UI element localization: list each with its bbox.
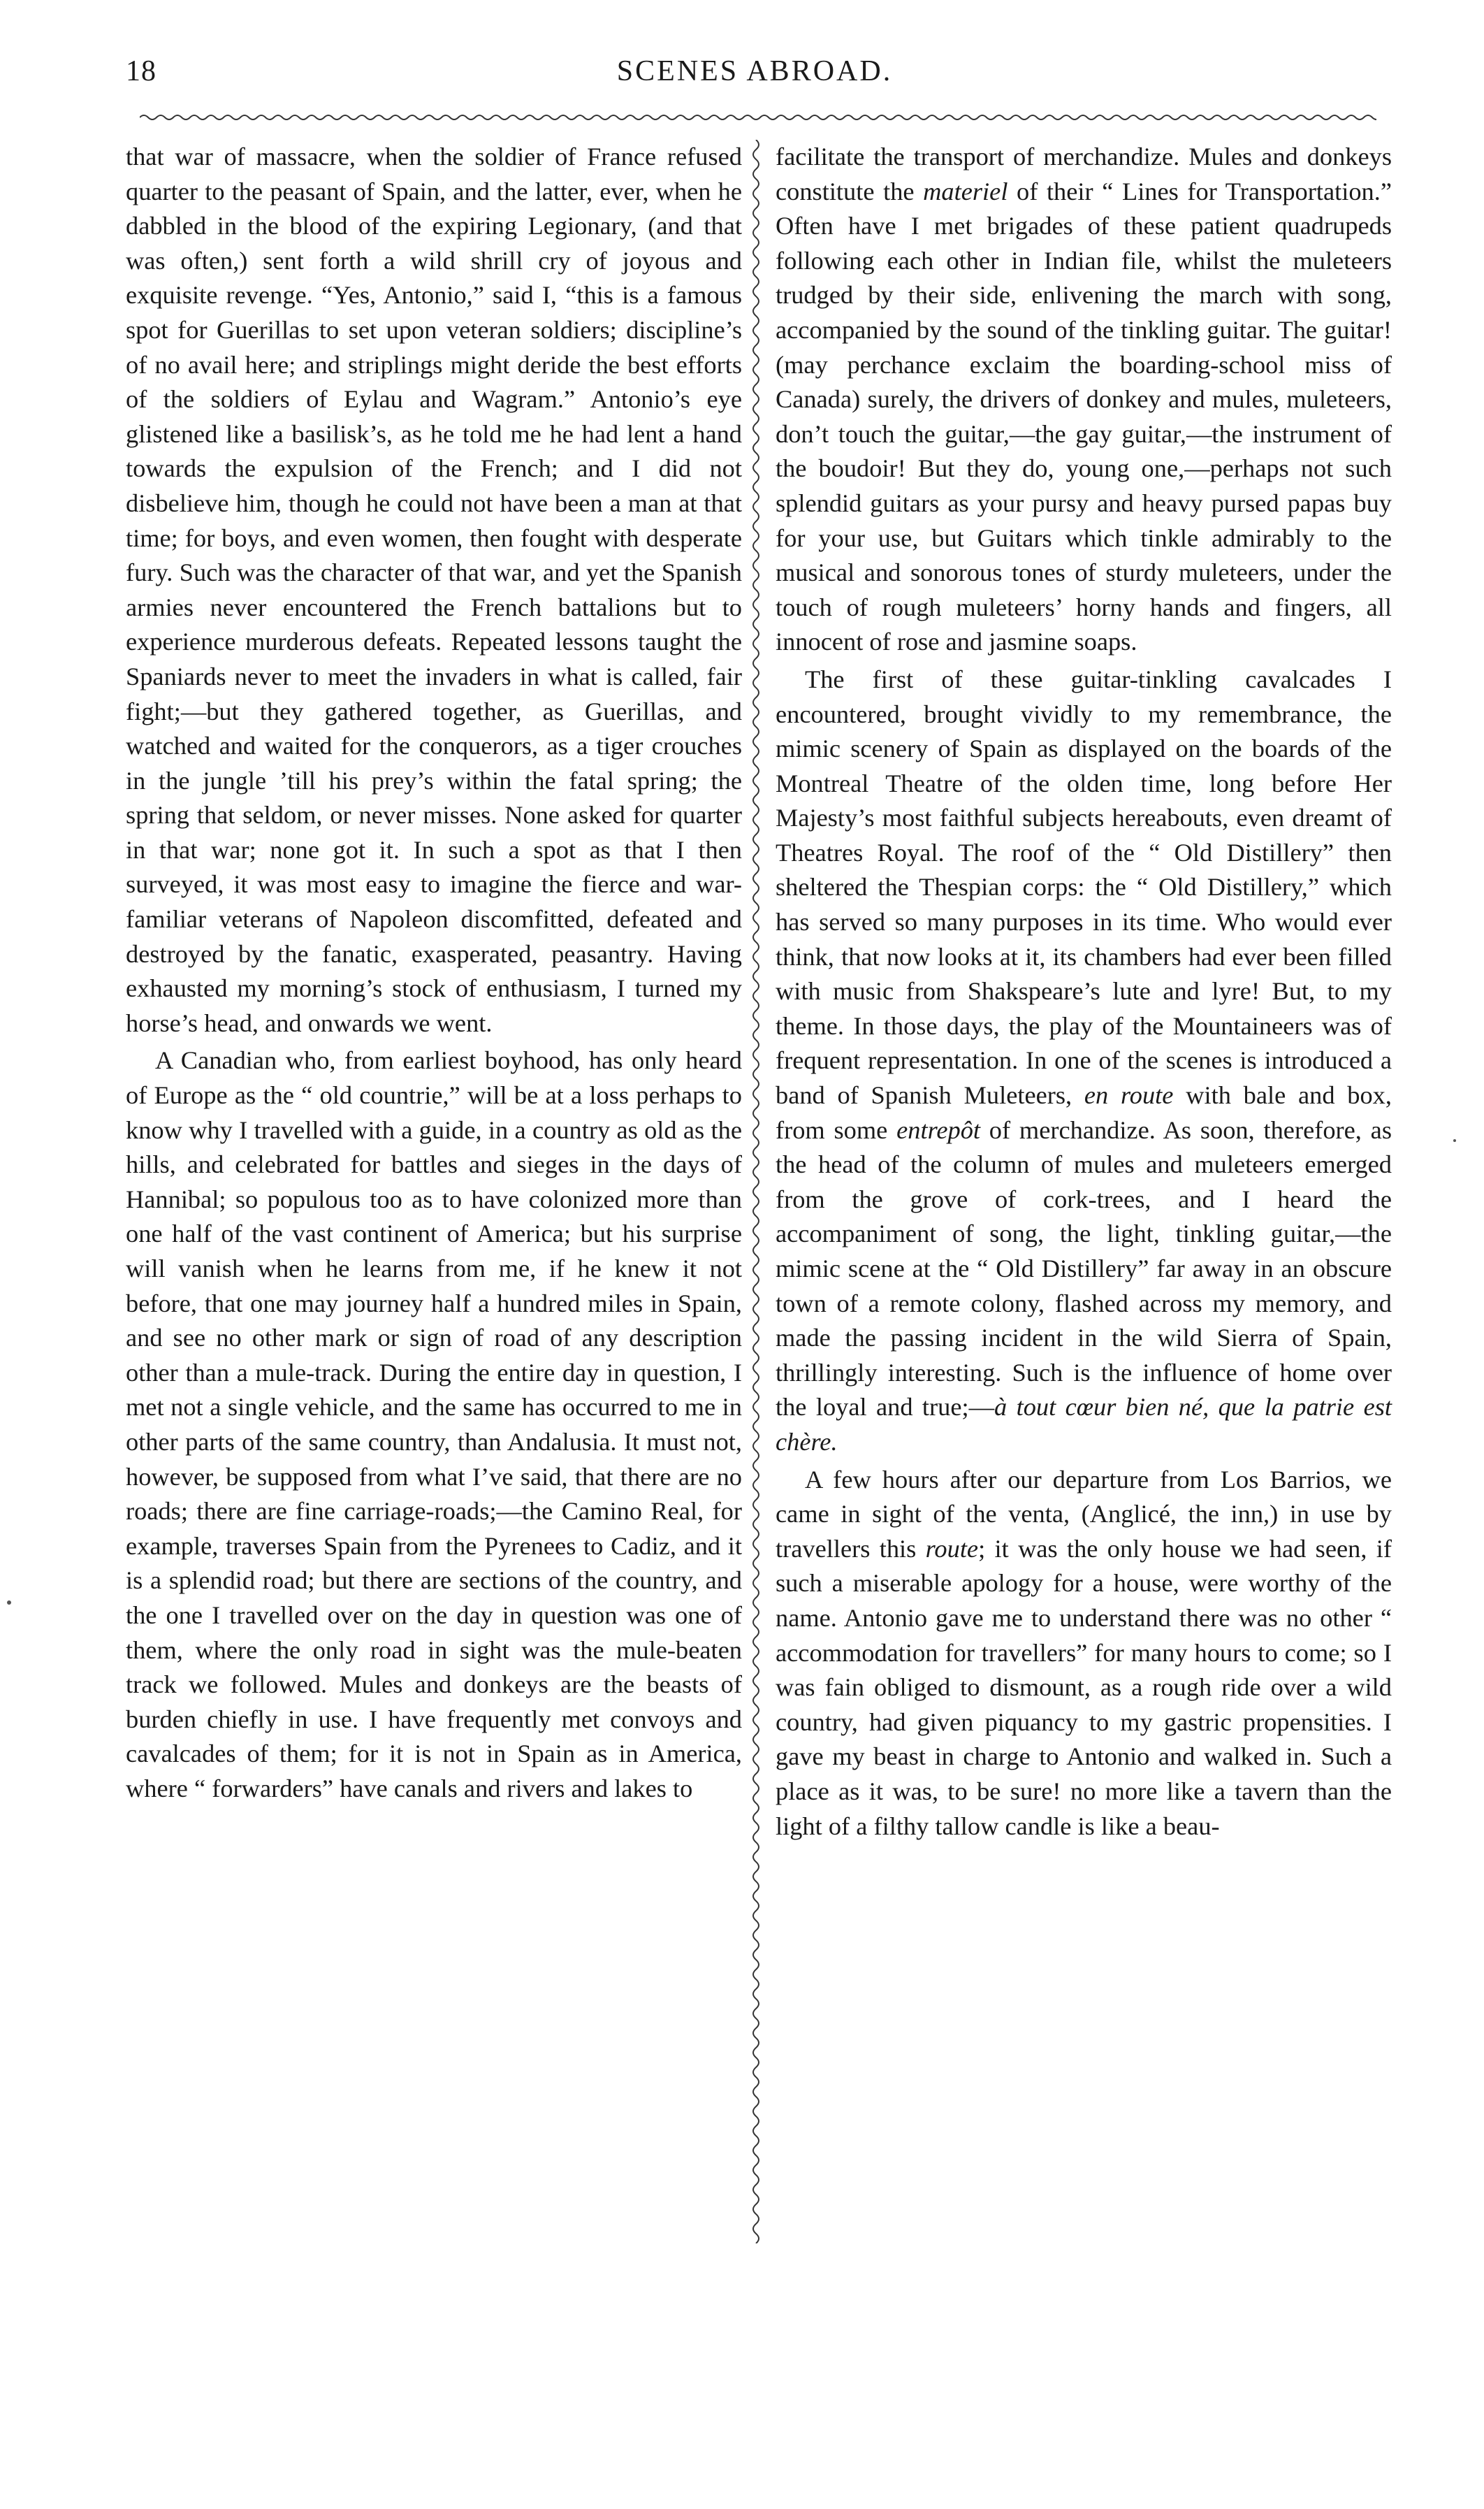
page-number: 18 <box>126 55 157 87</box>
left-paragraph-1: that war of massacre, when the soldier of France refused quarter to the peasant of Spain, and the latter, ever, when he dabbled in the blood of the expiring Legionary, (and that was often,) sent forth a wild shrill cry of joyous and exquisite revenge. “Yes, Antonio,” said I, “this is a famous spot for Guerillas to set upon veteran soldiers; discipline’s of no avail here; and striplings might deride the best efforts of the soldiers of Eylau and Wagram.” Antonio’s eye glistened like a basilisk’s, as he told me he had lent a hand towards the expulsion of the French; and I did not disbelieve him, though he could not have been a man at that time; for boys, and even women, then fought with desperate fury. Such was the character of that war, and yet the Spanish armies never encountered the French battalions but to experience murderous defeats. Repeated lessons taught the Spaniards never to meet the invaders in what is called, fair fight;—but they gathered together, as Guerillas, and watched and waited for the conquerors, as a tiger crouches in the jungle ’till his prey’s within the fatal spring; the spring that seldom, or never misses. None asked for quarter in that war; none got it. In such a spot as that I then surveyed, it was most easy to imagine the fierce and war-familiar veterans of Napoleon discomfitted, defeated and destroyed by the fanatic, exasperated, peasantry. Having exhausted my morning’s stock of enthusiasm, I turned my horse’s head, and onwards we went. <box>126 143 742 1037</box>
right-paragraph-1: facilitate the transport of merchandize. Mules and donkeys constitute the materiel of their “ Lines for Transportation.” Often have I met brigades of these patient quadrupeds following each other in Indian file, whilst the muleteers trudged by their side, enlivening the march with song, accompanied by the sound of the tinkling guitar. The guitar! (may perchance exclaim the boarding-school miss of Canada) surely, the drivers of donkey and mules, muleteers, don’t touch the guitar,—the gay guitar,—the instrument of the boudoir! But they do, young one,—perhaps not such splendid guitars as your pursy and heavy pursed papas buy for your use, but Guitars which tinkle admirably to the musical and sonorous tones of sturdy muleteers, under the touch of rough muleteers’ horny hands and fingers, all innocent of rose and jasmine soaps. <box>776 143 1392 656</box>
italic-entrepot: entrepôt <box>896 1115 981 1144</box>
running-title: SCENES ABROAD. <box>616 55 893 87</box>
margin-dot <box>7 1600 11 1605</box>
right-column <box>776 140 1392 1844</box>
italic-french-quote: à tout cœur bien né, que la patrie est chère. <box>776 1393 1392 1456</box>
right-paragraph-3: A few hours after our departure from Los Barrios, we came in sight of the venta, (Anglicé, the inn,) in use by travellers this route; it was the only house we had seen, if such a miserable apology for a house, were worthy of the name. Antonio gave me to understand there was no other “ accommodation for travellers” for many hours to come; so I was fain obliged to dismount, as a rough ride over a wild country, had given piquancy to my gastric propensities. I gave my beast in charge to Antonio and walked in. Such a place as it was, to be sure! no more like a tavern than the light of a filthy tallow candle is like a beau- <box>776 1465 1392 1840</box>
left-column <box>126 140 742 1807</box>
italic-materiel: materiel <box>923 177 1008 205</box>
right-paragraph-2: The first of these guitar-tinkling cavalcades I encountered, brought vividly to my remembrance, the mimic scenery of Spain as displayed on the boards of the Montreal Theatre of the olden time, long before Her Majesty’s most faithful subjects hereabouts, even dreamt of Theatres Royal. The roof of the “ Old Distillery” then sheltered the Thespian corps: the “ Old Distillery,” which has served so many purposes in its time. Who would ever think, that now looks at it, its chambers had ever been filled with music from Shakspeare’s lute and lyre! But, to my theme. In those days, the play of the Mountaineers was of frequent representation. In one of the scenes is introduced a band of Spanish Muleteers, en route with bale and box, from some entrepôt of merchandize. As soon, therefore, as the head of the column of mules and muleteers emerged from the grove of cork-trees, and I heard the accompaniment of song, the light, tinkling guitar,—the mimic scene at the “ Old Distillery” far away in an obscure town of a remote colony, flashed across my memory, and made the passing incident in the wild Sierra of Spain, thrillingly interesting. Such is the influence of home over the loyal and true;—à tout cœur bien né, que la patrie est chère. <box>776 665 1392 1456</box>
column-divider <box>748 140 764 2243</box>
wavy-rule <box>140 110 1376 124</box>
page-header <box>126 55 1383 96</box>
italic-route: route <box>925 1534 979 1563</box>
italic-en-route: en route <box>1084 1081 1174 1110</box>
margin-dot <box>1453 1139 1456 1142</box>
left-paragraph-2: A Canadian who, from earliest boyhood, has only heard of Europe as the “ old countrie,” will be at a loss perhaps to know why I travelled with a guide, in a country as old as the hills, and celebrated for battles and sieges in the days of Hannibal; so populous too as to have colonized more than one half of the vast continent of America; but his surprise will vanish when he learns from me, if he knew it not before, that one may journey half a hundred miles in Spain, and see no other mark or sign of road of any description other than a mule-track. During the entire day in question, I met not a single vehicle, and the same has occurred to me in other parts of the same country, than Andalusia. It must not, however, be supposed from what I’ve said, that there are no roads; there are fine carriage-roads;—the Camino Real, for example, traverses Spain from the Pyrenees to Cadiz, and it is a splendid road; but there are sections of the country, and the one I travelled over on the day in question was one of them, where the only road in sight was the mule-beaten track we followed. Mules and donkeys are the beasts of burden chiefly in use. I have frequently met convoys and cavalcades of them; for it is not in Spain as in America, where “ forwarders” have canals and rivers and lakes to <box>126 1046 742 1802</box>
